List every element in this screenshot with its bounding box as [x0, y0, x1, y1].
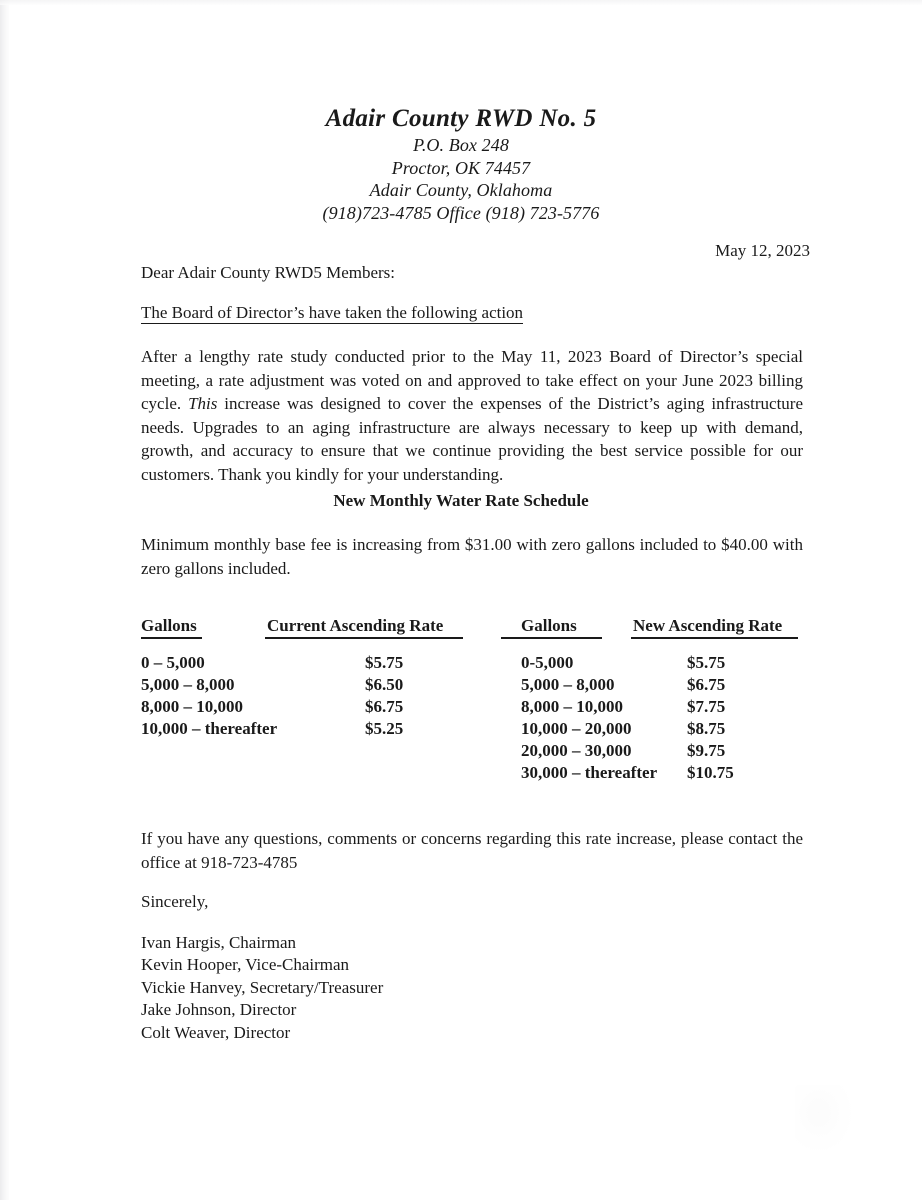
list-item: Kevin Hooper, Vice-Chairman [141, 955, 350, 975]
gallons-cell: 30,000 – thereafter [521, 763, 658, 782]
rate-cell: $5.75 [687, 653, 726, 672]
rate-cell: $8.75 [687, 719, 726, 738]
rate-cell: $9.75 [687, 741, 726, 760]
rate-schedule-heading: New Monthly Water Rate Schedule [333, 491, 589, 510]
gallons-cell: 0 – 5,000 [141, 653, 205, 672]
city-state-zip-line: Proctor, OK 74457 [391, 157, 531, 178]
body-paragraph-main-emphasis: This [188, 394, 218, 413]
gallons-cell: 10,000 – 20,000 [521, 719, 632, 738]
gallons-cell: 8,000 – 10,000 [521, 697, 623, 716]
list-item: Colt Weaver, Director [141, 1022, 291, 1042]
body-paragraph-main-part-a: After a lengthy rate study conducted prior to the May 11, 2023 Board of Director’s special meeting, a rate adjustment was voted on and approved to take effect on your June 2023 billing cycle. [141, 347, 803, 413]
rate-table-header-row [141, 616, 803, 640]
gallons-cell: 20,000 – 30,000 [521, 741, 632, 760]
new-gallons-header: Gallons [521, 616, 577, 635]
rate-cell: $10.75 [687, 763, 734, 782]
header-rule-current-gallons [141, 637, 202, 639]
po-box-line: P.O. Box 248 [413, 135, 509, 155]
phone-numbers-line: (918)723-4785 Office (918) 723-5776 [322, 202, 600, 223]
contact-paragraph: If you have any questions, comments or concerns regarding this rate increase, please contact the office at 918-723-4785 [141, 829, 803, 872]
rate-cell: $7.75 [687, 697, 726, 716]
header-rule-new-rate [631, 637, 798, 639]
rate-cell: $6.75 [365, 697, 404, 716]
current-gallons-header: Gallons [141, 616, 197, 635]
county-state-line: Adair County, Oklahoma [369, 180, 553, 200]
body-paragraph-main-part-b: increase was designed to cover the expenses of the District’s aging infrastructure needs. Upgrades to an aging infrastructure are always necessary to keep up with demand, growth, and accuracy to ensure that we continue providing the best service possible for our customers. Thank you kindly for your understanding. [141, 394, 803, 484]
salutation: Dear Adair County RWD5 Members: [141, 263, 396, 282]
letterhead [0, 104, 922, 224]
header-rule-new-gallons [501, 637, 602, 639]
letter-date: May 12, 2023 [715, 241, 810, 260]
gallons-cell: 0-5,000 [521, 653, 574, 672]
list-item: Vickie Hanvey, Secretary/Treasurer [141, 977, 384, 997]
list-item: Ivan Hargis, Chairman [141, 933, 297, 952]
rate-cell: $6.50 [365, 675, 404, 694]
subject-line [141, 302, 523, 323]
rate-schedule-tables [141, 616, 803, 782]
rate-cell: $5.75 [365, 653, 404, 672]
rate-cell: $5.25 [365, 719, 404, 738]
organization-name: Adair County RWD No. 5 [325, 105, 597, 132]
gallons-cell: 5,000 – 8,000 [141, 675, 235, 694]
gallons-cell: 10,000 – thereafter [141, 719, 278, 738]
current-rate-header: Current Ascending Rate [267, 616, 444, 635]
subject-line-text: The Board of Director’s have taken the following action [141, 303, 524, 322]
gallons-cell: 8,000 – 10,000 [141, 697, 243, 716]
list-item: Jake Johnson, Director [141, 1000, 297, 1020]
gallons-cell: 5,000 – 8,000 [521, 675, 615, 694]
header-rule-current-rate [265, 637, 463, 639]
base-fee-paragraph: Minimum monthly base fee is increasing from $31.00 with zero gallons included to $40.00 with zero gallons included. [141, 535, 803, 578]
body-paragraph-main [141, 345, 803, 486]
closing-line: Sincerely, [141, 892, 209, 911]
rate-cell: $6.75 [687, 675, 726, 694]
signer-list [141, 932, 383, 1044]
new-rate-header: New Ascending Rate [633, 616, 783, 635]
